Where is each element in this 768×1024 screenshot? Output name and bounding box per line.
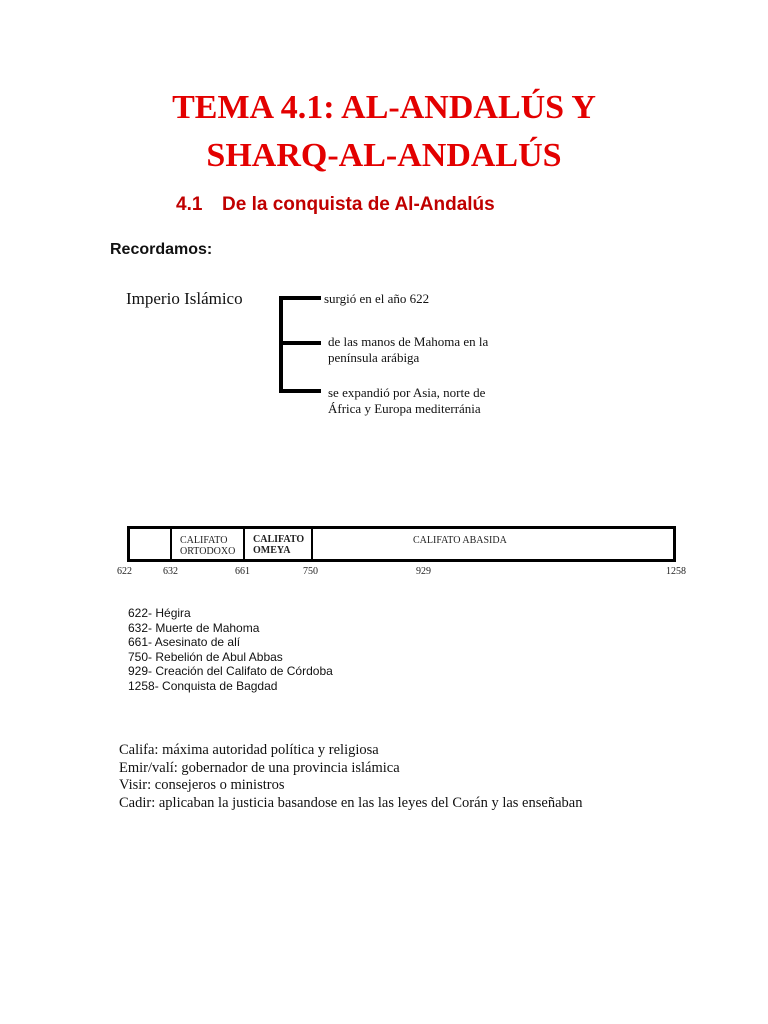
- page-title-line-1: TEMA 4.1: AL-ANDALÚS Y: [172, 89, 596, 126]
- timeline-year-929: 929: [416, 566, 431, 577]
- timeline-year-632: 632: [163, 566, 178, 577]
- events-list: [128, 606, 333, 694]
- segment-label-line2: OMEYA: [253, 545, 291, 556]
- list-item: 622- Hégira: [128, 606, 191, 620]
- segment-label-line2: ORTODOXO: [180, 546, 236, 557]
- definition-califa: Califa: máxima autoridad política y religiosa: [119, 742, 379, 758]
- page-title-line-2: SHARQ-AL-ANDALÚS: [206, 137, 562, 174]
- timeline-segment-gap: [311, 529, 361, 559]
- list-item: 661- Asesinato de alí: [128, 635, 241, 650]
- timeline-segment-abasida: [363, 529, 675, 559]
- diagram-branch-1: surgió en el año 622: [324, 291, 430, 306]
- definition-cadir: Cadir: aplicaban la justicia basandose en las las leyes del Corán y las enseñaban: [119, 794, 583, 811]
- timeline-segment-omeya: [243, 529, 311, 559]
- segment-label-line1: CALIFATO: [253, 534, 305, 545]
- list-item: 1258- Conquista de Bagdad: [128, 678, 278, 693]
- timeline-year-1258: 1258: [666, 566, 686, 577]
- section-number: 4.1: [176, 194, 203, 215]
- diagram-branch-3: se expandió por Asia, norte de África y Europa mediterránia: [328, 385, 486, 416]
- bracket-lines: [281, 298, 321, 391]
- timeline-segment-empty: [128, 529, 172, 559]
- definition-visir: Visir: consejeros o ministros: [119, 777, 285, 793]
- definition-emir: Emir/valí: gobernador de una provincia islámica: [119, 759, 400, 776]
- califato-timeline: [127, 526, 676, 562]
- definitions-list: [119, 742, 582, 812]
- timeline-segment-ortodoxo: [170, 529, 243, 559]
- section-title: De la conquista de Al-Andalús: [222, 194, 495, 215]
- list-item: 750- Rebelión de Abul Abbas: [128, 649, 283, 664]
- segment-label-line1: CALIFATO: [180, 535, 228, 546]
- timeline-year-622: 622: [117, 566, 132, 577]
- segment-label-line1: CALIFATO ABASIDA: [413, 535, 507, 546]
- timeline-year-750: 750: [303, 566, 318, 577]
- diagram-root-label: Imperio Islámico: [126, 289, 243, 308]
- list-item: 929- Creación del Califato de Córdoba: [128, 664, 333, 679]
- list-item: 632- Muerte de Mahoma: [128, 620, 260, 635]
- diagram-branch-2: de las manos de Mahoma en la península arábiga: [328, 334, 489, 365]
- recordamos-label: Recordamos:: [110, 241, 213, 258]
- timeline-year-661: 661: [235, 566, 250, 577]
